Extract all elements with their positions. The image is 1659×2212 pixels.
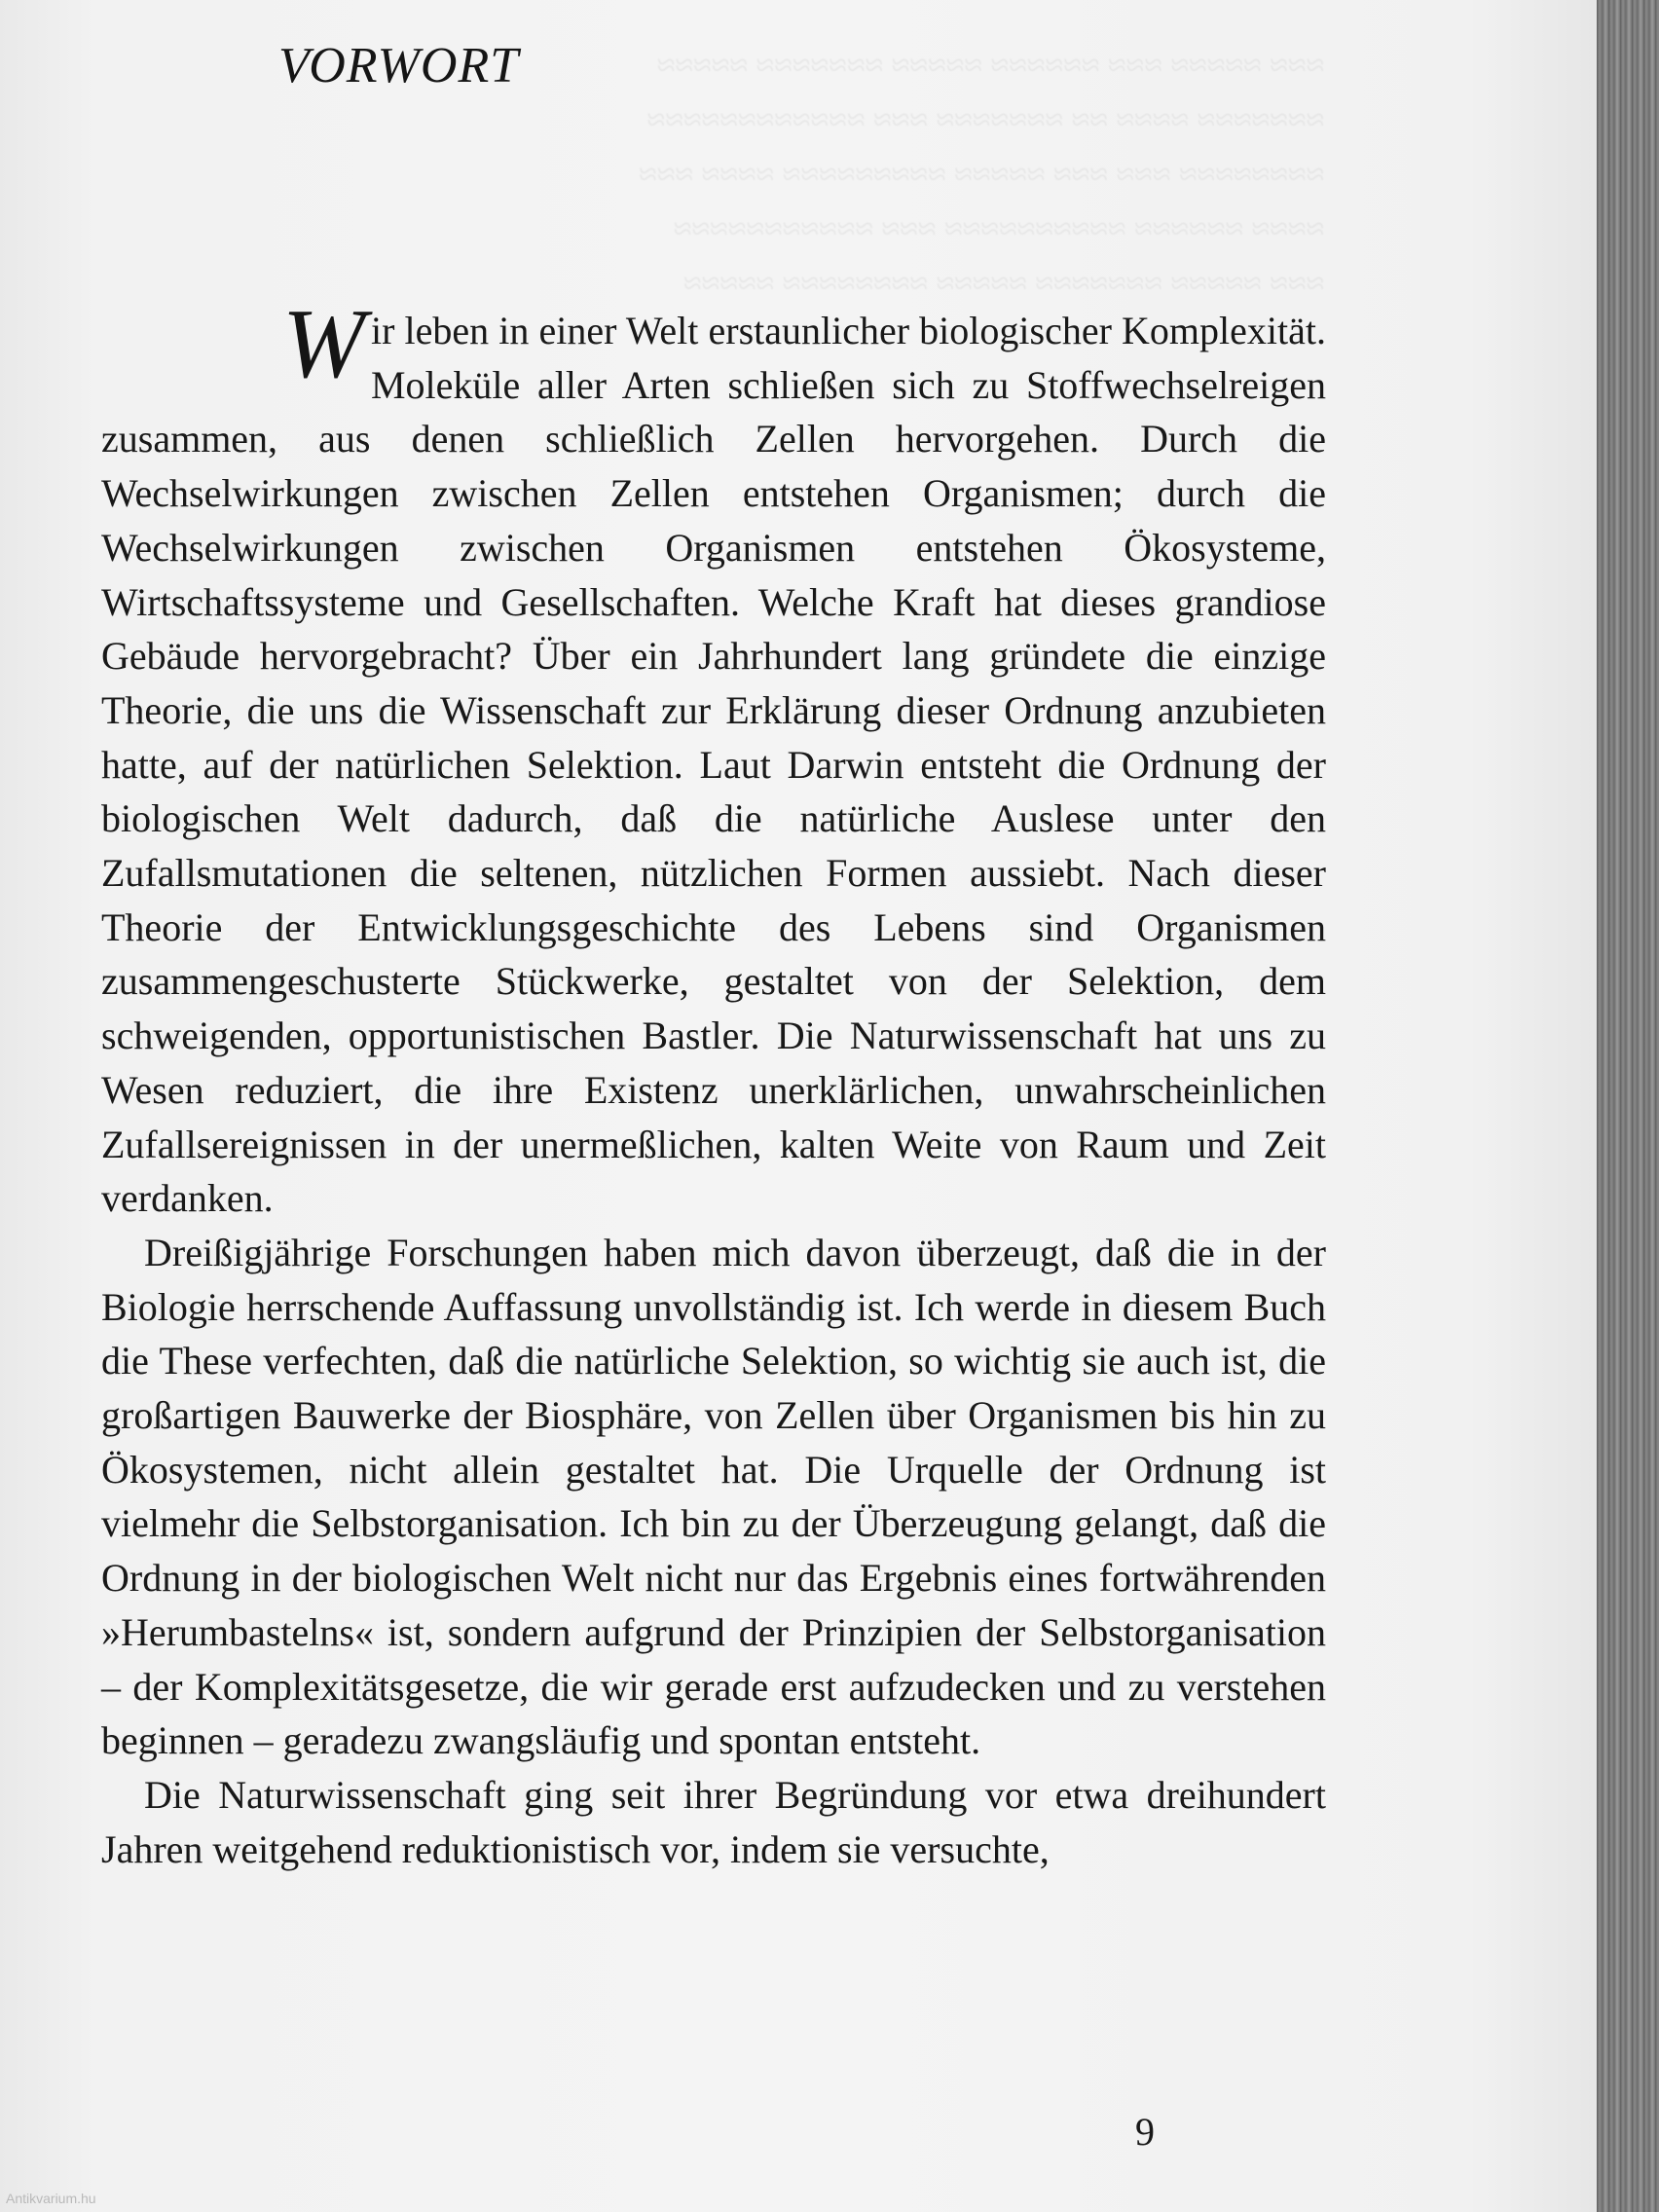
paragraph-2: Dreißigjährige Forschungen haben mich davon überzeugt, daß die in der Biologie herrschende Auffassung unvollständig ist. Ich werde in diesem Buch die These verfechten, daß die natürliche Selektion, so wichtig sie auch ist, die großartigen Bauwerke der Biosphäre, von Zellen über Organismen bis hin zu Ökosystemen, nicht allein gestaltet hat. Die Urquelle der Ordnung ist vielmehr die Selbstorganisation. Ich bin zu der Überzeugung gelangt, daß die Ordnung in der biologischen Welt nicht nur das Ergebnis eines fortwährenden »Herumbastelns« ist, sondern aufgrund der Prinzipien der Selbstorganisation – der Komplexitätsgesetze, die wir gerade erst aufzudecken und zu verstehen beginnen – geradezu zwangsläufig und spontan entsteht. bbox=[101, 1230, 1326, 1763]
body-text bbox=[101, 289, 1326, 1876]
drop-cap: W bbox=[282, 289, 365, 399]
watermark: Antikvarium.hu bbox=[6, 2191, 96, 2206]
paragraph-1 bbox=[101, 289, 1326, 1226]
chapter-heading: VORWORT bbox=[278, 38, 520, 93]
book-page-edges bbox=[1597, 0, 1659, 2212]
show-through-texture: ≈≈≈ ≈≈≈≈≈ ≈≈≈ ≈≈≈≈≈≈ ≈≈≈≈≈ ≈≈≈≈≈≈≈ ≈≈≈≈≈ ≈≈≈≈≈≈≈ ≈≈≈≈ ≈≈ ≈≈≈≈≈≈≈ ≈≈≈ ≈≈≈≈≈≈≈≈≈≈≈≈ ≈≈≈≈≈≈≈≈ ≈≈≈ ≈≈≈ ≈≈≈≈≈ ≈≈≈≈≈≈≈≈≈ ≈≈≈≈ ≈≈≈ ≈≈≈≈ ≈≈≈≈≈≈ ≈≈≈≈≈≈≈≈≈≈ ≈≈≈ ≈≈≈≈≈≈≈≈≈≈≈ ≈≈≈ ≈≈≈≈≈ ≈≈≈≈≈≈≈ ≈≈≈≈≈ ≈≈≈≈≈≈≈≈ ≈≈≈≈≈ bbox=[638, 48, 1324, 302]
paragraph-1-text: ir leben in einer Welt erstaunlicher biologischer Komplexität. Moleküle aller Arten schließen sich zu Stoffwechselreigen zusammen, aus denen schließlich Zellen hervorgehen. Durch die Wechselwirkungen zwischen Zellen entstehen Organismen; durch die Wechselwirkungen zwischen Organismen entstehen Ökosysteme, Wirtschaftssysteme und Gesellschaften. Welche Kraft hat dieses grandiose Gebäude hervorgebracht? Über ein Jahrhundert lang gründete die einzige Theorie, die uns die Wissenschaft zur Erklärung dieser Ordnung anzubieten hatte, auf der natürlichen Selektion. Laut Darwin entsteht die Ordnung der biologischen Welt dadurch, daß die natürliche Auslese unter den Zufallsmutationen die seltenen, nützlichen Formen aussiebt. Nach dieser Theorie der Entwicklungsgeschichte des Lebens sind Organismen zusammengeschusterte Stückwerke, gestaltet von der Selektion, dem schweigenden, opportunistischen Bastler. Die Naturwissenschaft hat uns zu Wesen reduziert, die ihre Existenz unerklärlichen, unwahrscheinlichen Zufallsereignissen in der unermeßlichen, kalten Weite von Raum und Zeit verdanken. bbox=[101, 309, 1326, 1221]
page-number: 9 bbox=[1135, 2110, 1155, 2154]
paragraph-3: Die Naturwissenschaft ging seit ihrer Begründung vor etwa dreihundert Jahren weitgehend reduktionistisch vor, indem sie versuchte, bbox=[101, 1772, 1326, 1871]
